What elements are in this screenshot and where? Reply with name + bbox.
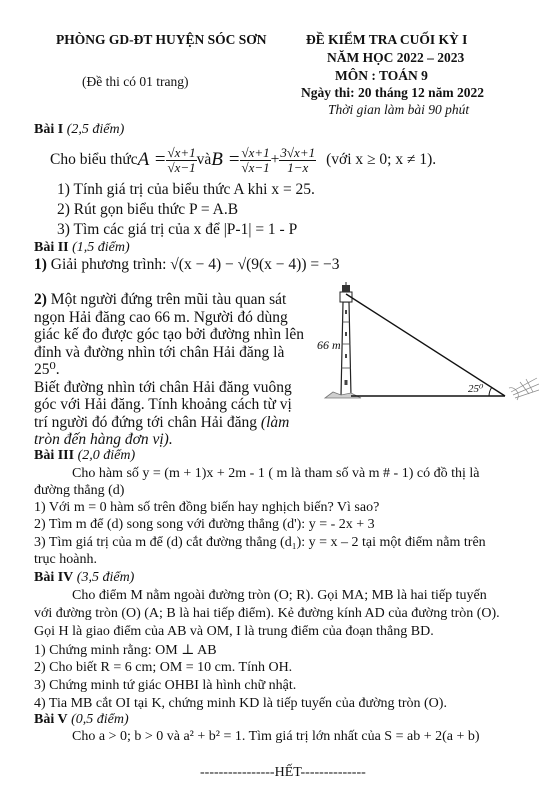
section-2-q2-line-3: giác kế đo được góc tạo bởi đường nhìn lên (34, 326, 304, 343)
expr-b-label: B = (211, 149, 241, 170)
fraction-a-den: √x−1 (167, 159, 196, 175)
section-5-text: Cho a > 0; b > 0 và a² + b² = 1. Tìm giá trị lớn nhất của S = ab + 2(a + b) (72, 729, 480, 744)
section-4-q4: 4) Tia MB cắt OI tại K, chứng minh KD là tiếp tuyến của đường tròn (O). (34, 696, 447, 711)
angle-arc (489, 387, 492, 396)
section-2-q1-label: 1) (34, 256, 47, 273)
section-3-intro-2: đường thẳng (d) (34, 483, 125, 498)
fraction-a (166, 146, 196, 175)
section-5-points: (0,5 điểm) (71, 712, 129, 727)
section-2-q2-line-8: trí người đó đứng tới chân Hải đăng (34, 413, 258, 431)
figure-angle-label: 25⁰ (468, 383, 484, 395)
section-2-title: Bài II (34, 240, 69, 255)
section-1-expression (50, 140, 436, 180)
section-4-q3: 3) Chứng minh tứ giác OHBI là hình chữ nhật. (34, 678, 297, 693)
end-marker: ----------------HẾT-------------- (200, 765, 366, 780)
section-3-heading (34, 448, 135, 464)
section-4-intro-1: Cho điểm M nằm ngoài đường tròn (O; R). Gọi MA; MB là hai tiếp tuyến (72, 588, 487, 603)
section-2-q2-line-2: ngọn Hải đăng cao 66 m. Người đó dùng (34, 308, 288, 326)
section-4-intro-2: với đường tròn (O) (A; B là hai tiếp điểm). Kẻ đường kính AD của đường tròn (O). (34, 606, 500, 621)
fraction-b1-num: √x+1 (241, 144, 270, 160)
school-office: PHÒNG GD-ĐT HUYỆN SÓC SƠN (56, 32, 267, 47)
exam-date: Ngày thi: 20 tháng 12 năm 2022 (301, 85, 485, 100)
section-4-heading (34, 570, 134, 586)
lighthouse-diagram (315, 282, 539, 414)
section-3-intro-1: Cho hàm số y = (m + 1)x + 2m - 1 ( m là tham số và m # - 1) có đồ thị là (72, 466, 480, 481)
section-2-q2 (34, 291, 304, 449)
section-3-q3a: 3) Tìm giá trị của m để (d) cắt đường thẳng (d₁): y = x – 2 tại một điểm nằm trên (34, 535, 486, 550)
section-2-q2-line-7: góc với Hải đăng. Tính khoảng cách từ vị (34, 396, 292, 413)
section-5-title: Bài V (34, 712, 68, 727)
fraction-b1-den: √x−1 (241, 159, 270, 175)
section-2-q2-note-2: tròn đến hàng đơn vị). (34, 431, 173, 448)
section-3-q1: 1) Với m = 0 hàm số trên đồng biến hay nghịch biến? Vì sao? (34, 500, 380, 515)
section-2-heading (34, 240, 130, 256)
subject: MÔN : TOÁN 9 (335, 68, 428, 83)
section-1-points: (2,5 điểm) (66, 122, 125, 137)
section-4-title: Bài IV (34, 570, 74, 585)
fraction-b2-den: 1−x (287, 159, 309, 175)
lighthouse-icon (340, 282, 352, 396)
fraction-b1 (240, 146, 270, 175)
line-of-sight-top (346, 294, 505, 396)
page-count-note: (Đề thi có 01 trang) (82, 74, 189, 89)
section-2-q2-line-1: Một người đứng trên mũi tàu quan sát (46, 291, 287, 308)
section-5-heading (34, 712, 129, 728)
section-3-title: Bài III (34, 448, 75, 463)
figure-height-label: 66 m (317, 338, 341, 352)
section-1-heading (34, 122, 124, 138)
ship-bow-icon (509, 378, 539, 400)
section-3-q2: 2) Tìm m để (d) song song với đường thẳng (d'): y = - 2x + 3 (34, 517, 375, 532)
exam-title: ĐỀ KIỂM TRA CUỐI KỲ I (306, 32, 468, 47)
fraction-b2-num: 3√x+1 (280, 144, 316, 160)
section-1-q2: 2) Rút gọn biểu thức P = A.B (57, 201, 239, 218)
school-year: NĂM HỌC 2022 – 2023 (327, 50, 465, 65)
section-4-q2: 2) Cho biết R = 6 cm; OM = 10 cm. Tính OH. (34, 660, 293, 675)
section-3-q3b: trục hoành. (34, 552, 97, 567)
expr-intro: Cho biểu thức (50, 151, 138, 168)
section-1-title: Bài I (34, 122, 64, 137)
section-2-points: (1,5 điểm) (72, 240, 130, 255)
expr-and: và (196, 151, 212, 168)
section-4-intro-3: Gọi H là giao điểm của AB và OM, I là trung điểm của đoạn thẳng BD. (34, 624, 434, 639)
section-2-q1-text: Giải phương trình: √(x − 4) − √(9(x − 4)) = −3 (46, 256, 340, 273)
exam-duration: Thời gian làm bài 90 phút (328, 102, 470, 117)
section-2-q2-note-1: (làm (257, 413, 290, 431)
fraction-b2 (279, 146, 316, 175)
expr-plus: + (270, 151, 280, 168)
section-1-q3: 3) Tìm các giá trị của x để |P-1| = 1 - P (57, 221, 298, 238)
section-2-q1 (34, 256, 339, 274)
expr-condition: (với x ≥ 0; x ≠ 1). (326, 151, 437, 168)
section-1-q1: 1) Tính giá trị của biểu thức A khi x = 25. (57, 181, 315, 198)
section-2-q2-label: 2) (34, 291, 47, 308)
section-3-points: (2,0 điểm) (77, 448, 136, 463)
section-2-q2-line-4: đỉnh và đường nhìn tới chân Hải đăng là (34, 343, 285, 361)
fraction-a-num: √x+1 (167, 144, 196, 160)
lighthouse-figure (315, 282, 539, 414)
section-2-q2-line-5: 25⁰. (34, 361, 60, 378)
section-4-q1: 1) Chứng minh rằng: OM ⊥ AB (34, 643, 217, 658)
section-2-q2-line-6: Biết đường nhìn tới chân Hải đăng vuông (34, 378, 292, 396)
section-4-points: (3,5 điểm) (76, 570, 135, 585)
expr-a-label: A = (137, 149, 167, 170)
